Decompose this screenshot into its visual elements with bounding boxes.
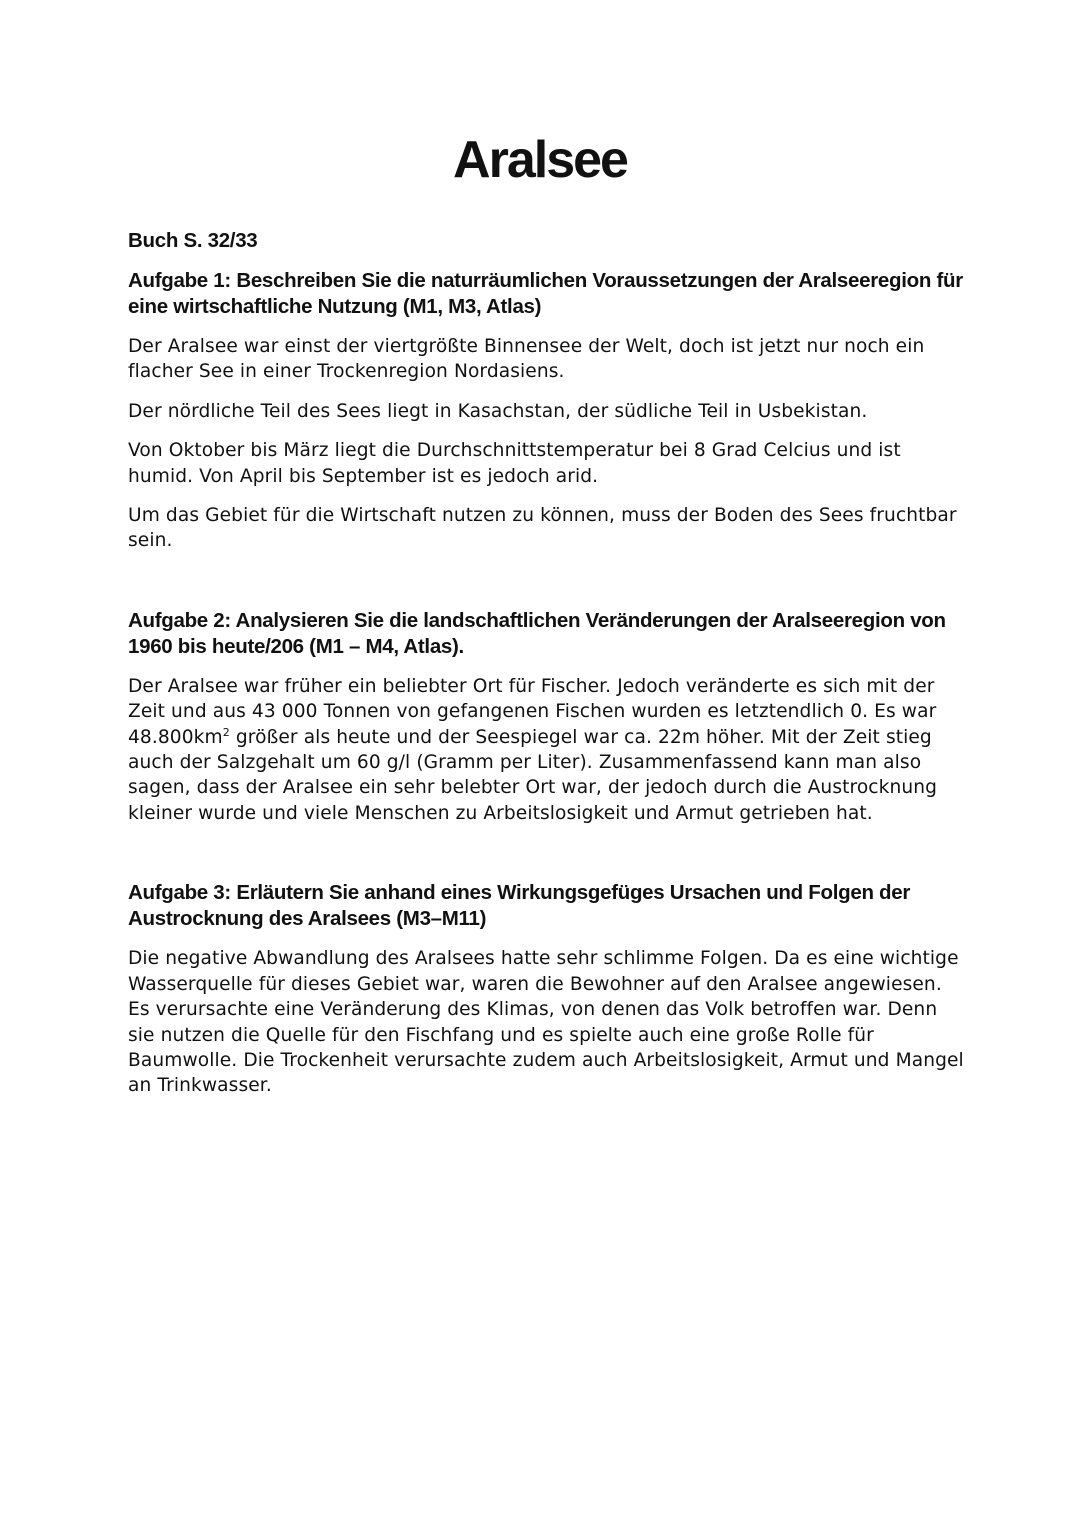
- section-spacer: [128, 568, 968, 608]
- document-body: [128, 228, 968, 1113]
- task-1-paragraph-3: Von Oktober bis März liegt die Durchschnittstemperatur bei 8 Grad Celcius und ist humid. Von April bis September ist es jedoch arid.: [128, 440, 901, 487]
- task-1-paragraph-4: Um das Gebiet für die Wirtschaft nutzen zu können, muss der Boden des Sees fruchtbar sein.: [128, 505, 957, 552]
- task-1-section: [128, 268, 968, 554]
- section-spacer: [128, 840, 968, 880]
- task-3-heading: Aufgabe 3: Erläutern Sie anhand eines Wirkungsgefüges Ursachen und Folgen der Austrocknung des Aralsees (M3–M11): [128, 881, 911, 931]
- task-1-paragraph-2: Der nördliche Teil des Sees liegt in Kasachstan, der südliche Teil in Usbekistan.: [128, 400, 868, 422]
- task-2-text-part-2: größer als heute und der Seespiegel war ca. 22m höher. Mit der Zeit stieg auch der Salzgehalt um 60 g/l (Gramm per Liter). Zusammenfassend kann man also sagen, dass der Aralsee ein sehr belebter Ort war, der jedoch durch die Austrocknung kleiner wurde und viele Menschen zu Arbeitslosigkeit und Armut getrieben hat.: [128, 726, 938, 824]
- task-2-text-part-1: Der Aralsee war früher ein beliebter Ort für Fischer. Jedoch veränderte es sich mit der Zeit und aus 43 000 Tonnen von gefangenen Fischen wurden es letztendlich 0. Es war 48.800km: [128, 675, 937, 748]
- square-superscript: 2: [222, 725, 230, 739]
- task-2-section: [128, 608, 968, 826]
- task-2-paragraph: [128, 674, 968, 826]
- task-3-paragraph: Die negative Abwandlung des Aralsees hatte sehr schlimme Folgen. Da es eine wichtige Wasserquelle für dieses Gebiet war, waren die Bewohner auf den Aralsee angewiesen. Es verursachte eine Veränderung des Klimas, von denen das Volk betroffen war. Denn sie nutzen die Quelle für den Fischfang und es spielte auch eine große Rolle für Baumwolle. Die Trockenheit verursachte zudem auch Arbeitslosigkeit, Armut und Mangel an Trinkwasser.: [128, 948, 964, 1097]
- page-title: Aralsee: [453, 131, 627, 189]
- task-2-heading: Aufgabe 2: Analysieren Sie die landschaftlichen Veränderungen der Aralseeregion von 1960 bis heute/206 (M1 – M4, Atlas).: [128, 608, 946, 658]
- source-reference: Buch S. 32/33: [128, 229, 258, 252]
- task-1-heading: Aufgabe 1: Beschreiben Sie die naturräumlichen Voraussetzungen der Aralseeregion für eine wirtschaftliche Nutzung (M1, M3, Atlas): [128, 269, 963, 318]
- task-1-paragraph-1: Der Aralsee war einst der viertgrößte Binnensee der Welt, doch ist jetzt nur noch ein flacher See in einer Trockenregion Nordasiens.: [128, 336, 925, 383]
- task-3-section: [128, 880, 968, 1098]
